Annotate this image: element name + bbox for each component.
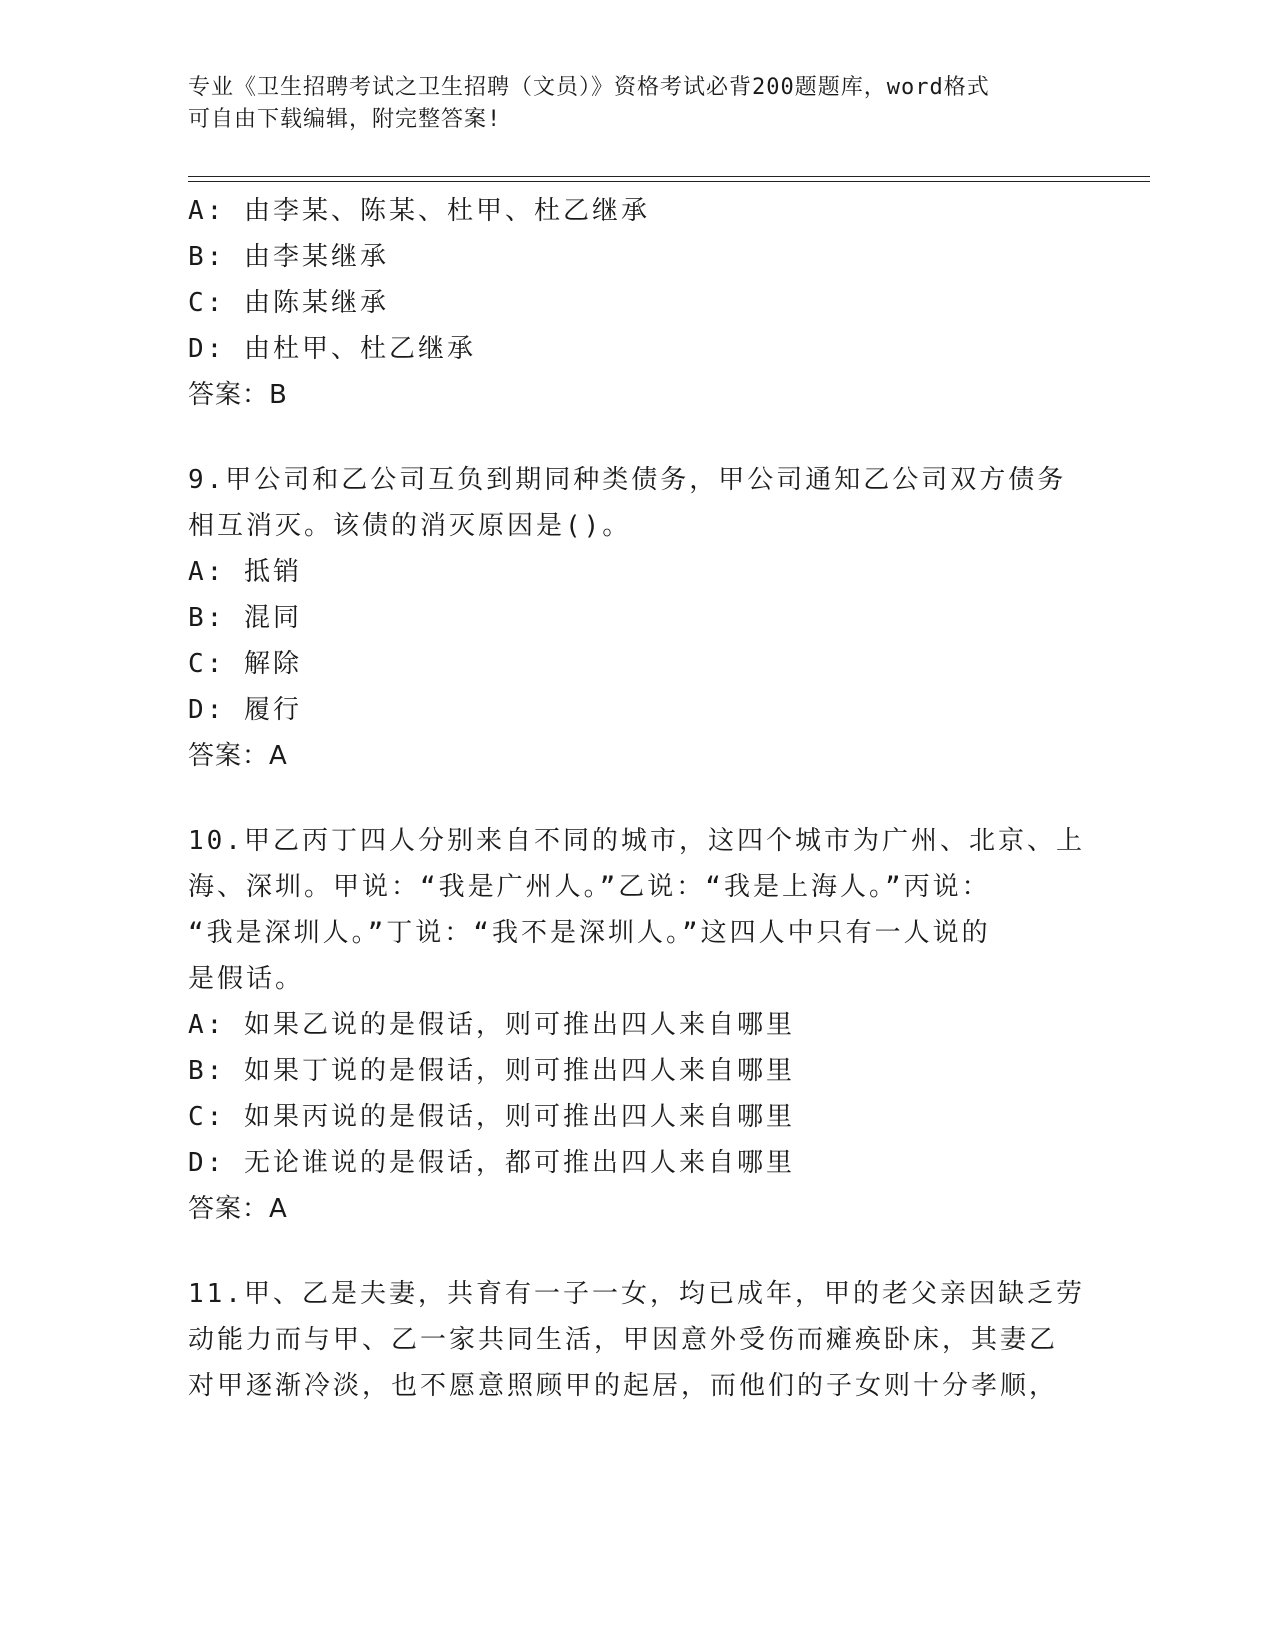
option-a: A: 抵销 [188,557,302,587]
question-stem-line: 10.甲乙丙丁四人分别来自不同的城市，这四个城市为广州、北京、上 [188,826,1085,856]
option-d: D: 无论谁说的是假话，都可推出四人来自哪里 [188,1148,795,1178]
option-a: A: 由李某、陈某、杜甲、杜乙继承 [188,196,650,226]
question-9-block [188,457,1088,779]
option-b: B: 如果丁说的是假话，则可推出四人来自哪里 [188,1056,795,1086]
header-divider-top [188,176,1150,177]
header-line-2: 可自由下载编辑，附完整答案! [188,107,502,132]
option-b: B: 由李某继承 [188,242,389,272]
question-stem-line: 9.甲公司和乙公司互负到期同种类债务，甲公司通知乙公司双方债务 [188,465,1067,495]
question-stem-line: 海、深圳。甲说：“我是广州人。”乙说：“我是上海人。”丙说： [188,872,991,902]
question-stem-line: 是假话。 [188,964,305,994]
header-line-1: 专业《卫生招聘考试之卫生招聘（文员）》资格考试必背200题题库，word格式 [188,75,990,100]
option-d: D: 由杜甲、杜乙继承 [188,334,476,364]
header-divider-bottom [188,181,1150,182]
option-c: C: 如果丙说的是假话，则可推出四人来自哪里 [188,1102,795,1132]
question-stem-line: “我是深圳人。”丁说：“我不是深圳人。”这四人中只有一人说的 [188,918,991,948]
question-stem-line: 11.甲、乙是夫妻，共育有一子一女，均已成年，甲的老父亲因缺乏劳 [188,1279,1085,1309]
option-a: A: 如果乙说的是假话，则可推出四人来自哪里 [188,1010,795,1040]
option-c: C: 解除 [188,649,302,679]
option-d: D: 履行 [188,695,302,725]
document-header [188,72,1088,136]
question-11-block [188,1271,1088,1409]
option-c: C: 由陈某继承 [188,288,389,318]
question-stem-line: 相互消灭。该债的消灭原因是()。 [188,511,632,541]
question-8-block [188,188,1088,418]
question-stem-line: 对甲逐渐冷淡，也不愿意照顾甲的起居，而他们的子女则十分孝顺， [188,1371,1059,1401]
question-10-block [188,818,1088,1232]
answer-line: 答案：B [188,380,288,410]
option-b: B: 混同 [188,603,302,633]
answer-line: 答案：A [188,1194,288,1224]
question-content [188,188,1088,1409]
question-stem-line: 动能力而与甲、乙一家共同生活，甲因意外受伤而瘫痪卧床，其妻乙 [188,1325,1059,1355]
answer-line: 答案：A [188,741,288,771]
